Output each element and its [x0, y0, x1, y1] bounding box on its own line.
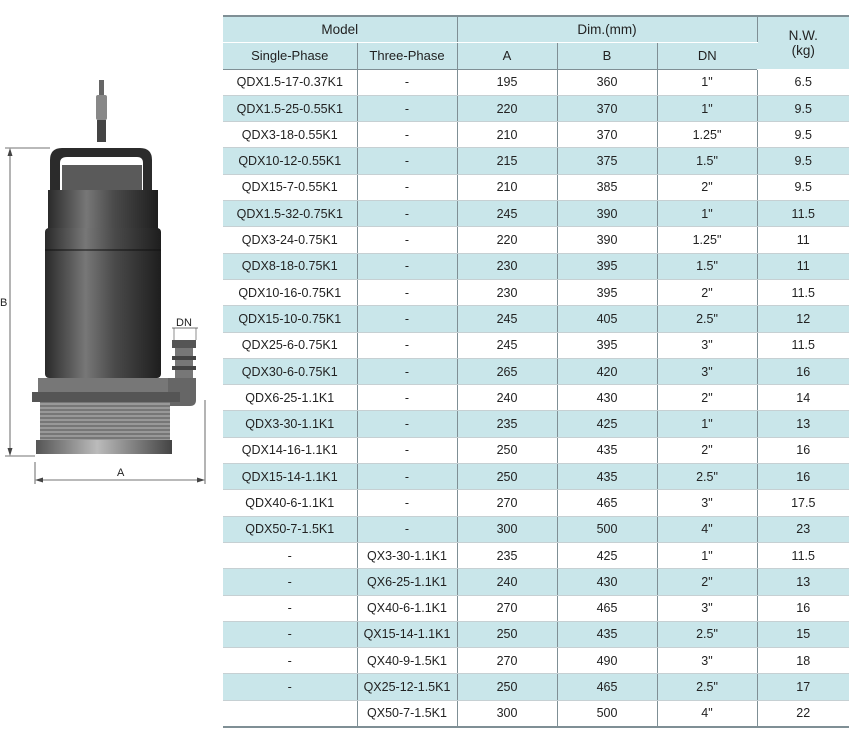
cell-b: 425 — [557, 411, 657, 437]
cell-three: - — [357, 122, 457, 148]
cell-dn: 1" — [657, 411, 757, 437]
cell-a: 250 — [457, 674, 557, 700]
cell-a: 270 — [457, 648, 557, 674]
cell-dn: 1" — [657, 69, 757, 95]
cell-three: QX50-7-1.5K1 — [357, 700, 457, 727]
cell-nw: 15 — [757, 621, 849, 647]
cell-b: 420 — [557, 358, 657, 384]
cell-dn: 1.25" — [657, 122, 757, 148]
table-row — [223, 332, 849, 358]
cell-nw: 11.5 — [757, 201, 849, 227]
header-dim: Dim.(mm) — [457, 16, 757, 43]
dimension-dn — [172, 317, 198, 340]
cell-three: - — [357, 253, 457, 279]
cell-nw: 11 — [757, 253, 849, 279]
cell-dn: 2.5" — [657, 621, 757, 647]
cell-nw: 16 — [757, 464, 849, 490]
table-row — [223, 621, 849, 647]
table-row — [223, 542, 849, 568]
cell-a: 300 — [457, 700, 557, 727]
header-model: Model — [223, 16, 457, 43]
cell-three: QX6-25-1.1K1 — [357, 569, 457, 595]
cell-nw: 11.5 — [757, 279, 849, 305]
cell-nw: 16 — [757, 358, 849, 384]
cell-dn: 3" — [657, 595, 757, 621]
cell-nw: 18 — [757, 648, 849, 674]
table-row — [223, 253, 849, 279]
table-row — [223, 69, 849, 95]
cell-single: QDX1.5-17-0.37K1 — [223, 69, 357, 95]
cell-b: 390 — [557, 227, 657, 253]
table-row — [223, 385, 849, 411]
cell-single: QDX15-10-0.75K1 — [223, 306, 357, 332]
cell-dn: 2" — [657, 437, 757, 463]
cell-single: - — [223, 621, 357, 647]
cell-single: QDX30-6-0.75K1 — [223, 358, 357, 384]
cell-b: 465 — [557, 490, 657, 516]
cell-three: - — [357, 332, 457, 358]
cell-three: - — [357, 385, 457, 411]
cell-single: QDX3-30-1.1K1 — [223, 411, 357, 437]
cell-b: 500 — [557, 700, 657, 727]
cell-nw: 11.5 — [757, 542, 849, 568]
cell-single: QDX8-18-0.75K1 — [223, 253, 357, 279]
cell-b: 435 — [557, 464, 657, 490]
cell-single: QDX14-16-1.1K1 — [223, 437, 357, 463]
cell-three: QX3-30-1.1K1 — [357, 542, 457, 568]
cell-b: 405 — [557, 306, 657, 332]
cell-single: QDX40-6-1.1K1 — [223, 490, 357, 516]
table-row — [223, 700, 849, 727]
cell-b: 500 — [557, 516, 657, 542]
cell-dn: 2" — [657, 174, 757, 200]
cell-dn: 1" — [657, 95, 757, 121]
cell-nw: 11 — [757, 227, 849, 253]
cell-nw: 12 — [757, 306, 849, 332]
cell-nw: 13 — [757, 411, 849, 437]
cell-a: 210 — [457, 174, 557, 200]
cell-single: QDX50-7-1.5K1 — [223, 516, 357, 542]
cell-single: QDX25-6-0.75K1 — [223, 332, 357, 358]
col-single-phase: Single-Phase — [223, 43, 357, 69]
cell-three: QX25-12-1.5K1 — [357, 674, 457, 700]
header-nw-line2: (kg) — [791, 42, 815, 58]
cell-nw: 9.5 — [757, 122, 849, 148]
cell-single: QDX15-7-0.55K1 — [223, 174, 357, 200]
cell-a: 195 — [457, 69, 557, 95]
table-row — [223, 306, 849, 332]
table-row — [223, 464, 849, 490]
cell-nw: 23 — [757, 516, 849, 542]
cell-three: - — [357, 490, 457, 516]
cell-nw: 9.5 — [757, 148, 849, 174]
cell-three: - — [357, 174, 457, 200]
cell-dn: 2.5" — [657, 674, 757, 700]
cell-nw: 17.5 — [757, 490, 849, 516]
cell-b: 435 — [557, 437, 657, 463]
cell-nw: 17 — [757, 674, 849, 700]
cell-single: QDX10-12-0.55K1 — [223, 148, 357, 174]
table-row — [223, 148, 849, 174]
cell-dn: 2.5" — [657, 464, 757, 490]
cell-b: 395 — [557, 279, 657, 305]
cell-nw: 9.5 — [757, 174, 849, 200]
cell-b: 430 — [557, 385, 657, 411]
table-row — [223, 437, 849, 463]
pump-cable — [96, 80, 107, 142]
cell-b: 490 — [557, 648, 657, 674]
table-row — [223, 227, 849, 253]
cell-nw: 14 — [757, 385, 849, 411]
cell-dn: 2.5" — [657, 306, 757, 332]
cell-a: 250 — [457, 621, 557, 647]
cell-b: 435 — [557, 621, 657, 647]
cell-three: QX40-6-1.1K1 — [357, 595, 457, 621]
table-row — [223, 490, 849, 516]
table-row — [223, 516, 849, 542]
cell-dn: 3" — [657, 332, 757, 358]
header-nw-line1: N.W. — [788, 27, 818, 43]
cell-a: 270 — [457, 595, 557, 621]
cell-single: - — [223, 595, 357, 621]
table-row — [223, 411, 849, 437]
cell-single: QDX3-24-0.75K1 — [223, 227, 357, 253]
cell-three: - — [357, 95, 457, 121]
cell-nw: 13 — [757, 569, 849, 595]
cell-b: 430 — [557, 569, 657, 595]
cell-b: 465 — [557, 674, 657, 700]
cell-three: QX40-9-1.5K1 — [357, 648, 457, 674]
spec-table — [223, 15, 849, 728]
cell-dn: 1.25" — [657, 227, 757, 253]
pump-motor — [45, 165, 161, 378]
cell-three: - — [357, 201, 457, 227]
cell-three: - — [357, 437, 457, 463]
table-row — [223, 595, 849, 621]
cell-a: 240 — [457, 569, 557, 595]
cell-nw: 6.5 — [757, 69, 849, 95]
label-a: A — [117, 467, 125, 479]
cell-a: 235 — [457, 542, 557, 568]
label-dn: DN — [176, 317, 192, 329]
cell-a: 270 — [457, 490, 557, 516]
cell-b: 370 — [557, 122, 657, 148]
table-row — [223, 279, 849, 305]
cell-single: QDX1.5-25-0.55K1 — [223, 95, 357, 121]
table-row — [223, 358, 849, 384]
cell-three: - — [357, 279, 457, 305]
cell-dn: 4" — [657, 516, 757, 542]
cell-a: 235 — [457, 411, 557, 437]
col-three-phase: Three-Phase — [357, 43, 457, 69]
cell-dn: 3" — [657, 648, 757, 674]
table-row — [223, 95, 849, 121]
cell-nw: 22 — [757, 700, 849, 727]
cell-b: 390 — [557, 201, 657, 227]
label-b: B — [0, 297, 8, 309]
cell-nw: 11.5 — [757, 332, 849, 358]
col-dn: DN — [657, 43, 757, 69]
cell-dn: 2" — [657, 279, 757, 305]
table-row — [223, 648, 849, 674]
cell-three: - — [357, 227, 457, 253]
cell-dn: 2" — [657, 385, 757, 411]
cell-three: - — [357, 69, 457, 95]
cell-a: 215 — [457, 148, 557, 174]
cell-dn: 3" — [657, 358, 757, 384]
col-b: B — [557, 43, 657, 69]
cell-three: - — [357, 516, 457, 542]
cell-b: 395 — [557, 253, 657, 279]
cell-single: QDX10-16-0.75K1 — [223, 279, 357, 305]
cell-b: 395 — [557, 332, 657, 358]
header-row-columns — [223, 43, 849, 69]
cell-a: 245 — [457, 201, 557, 227]
cell-nw: 16 — [757, 437, 849, 463]
cell-single: QDX1.5-32-0.75K1 — [223, 201, 357, 227]
pump-drawing — [0, 70, 215, 490]
cell-a: 245 — [457, 332, 557, 358]
cell-dn: 3" — [657, 490, 757, 516]
cell-b: 385 — [557, 174, 657, 200]
cell-a: 220 — [457, 227, 557, 253]
cell-b: 375 — [557, 148, 657, 174]
cell-single — [223, 700, 357, 727]
cell-single: QDX15-14-1.1K1 — [223, 464, 357, 490]
table-row — [223, 674, 849, 700]
cell-single: - — [223, 674, 357, 700]
cell-three: - — [357, 411, 457, 437]
cell-a: 250 — [457, 464, 557, 490]
cell-a: 245 — [457, 306, 557, 332]
cell-dn: 1" — [657, 201, 757, 227]
cell-a: 220 — [457, 95, 557, 121]
cell-three: - — [357, 464, 457, 490]
cell-a: 250 — [457, 437, 557, 463]
cell-a: 300 — [457, 516, 557, 542]
header-nw — [757, 16, 849, 69]
cell-three: QX15-14-1.1K1 — [357, 621, 457, 647]
cell-nw: 16 — [757, 595, 849, 621]
cell-three: - — [357, 306, 457, 332]
cell-dn: 1.5" — [657, 148, 757, 174]
cell-three: - — [357, 148, 457, 174]
table-row — [223, 122, 849, 148]
col-a: A — [457, 43, 557, 69]
table-row — [223, 569, 849, 595]
cell-a: 265 — [457, 358, 557, 384]
header-row-top — [223, 16, 849, 43]
cell-dn: 1.5" — [657, 253, 757, 279]
cell-dn: 1" — [657, 542, 757, 568]
cell-a: 230 — [457, 279, 557, 305]
table-body — [223, 69, 849, 727]
cell-single: - — [223, 569, 357, 595]
table-row — [223, 201, 849, 227]
cell-three: - — [357, 358, 457, 384]
cell-single: - — [223, 648, 357, 674]
cell-a: 240 — [457, 385, 557, 411]
cell-dn: 2" — [657, 569, 757, 595]
cell-b: 370 — [557, 95, 657, 121]
cell-single: QDX3-18-0.55K1 — [223, 122, 357, 148]
cell-single: QDX6-25-1.1K1 — [223, 385, 357, 411]
cell-a: 230 — [457, 253, 557, 279]
cell-b: 360 — [557, 69, 657, 95]
cell-single: - — [223, 542, 357, 568]
cell-b: 465 — [557, 595, 657, 621]
cell-b: 425 — [557, 542, 657, 568]
table-row — [223, 174, 849, 200]
cell-nw: 9.5 — [757, 95, 849, 121]
cell-dn: 4" — [657, 700, 757, 727]
pump-base — [32, 378, 180, 454]
cell-a: 210 — [457, 122, 557, 148]
